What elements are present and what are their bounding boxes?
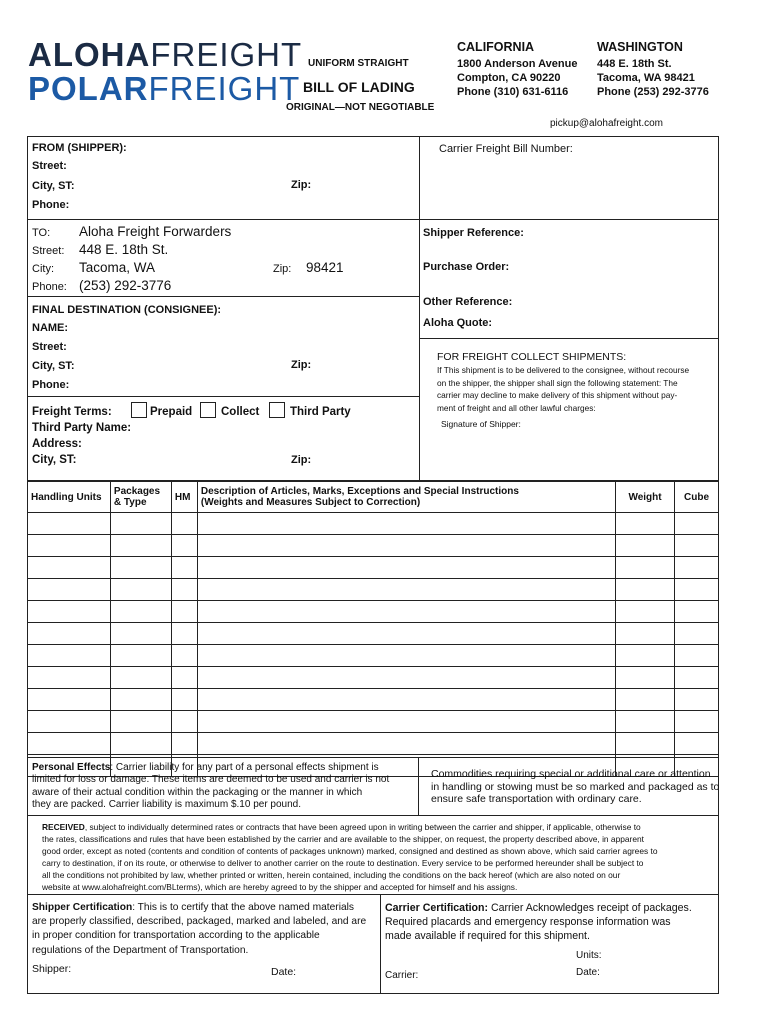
bill-of-lading-title: BILL OF LADING <box>303 79 415 95</box>
handling-units-cell[interactable] <box>28 557 111 579</box>
shipper-city-label[interactable]: City, ST: <box>32 180 75 192</box>
to-phone-label: Phone: <box>32 281 67 293</box>
table-row <box>28 667 719 689</box>
table-row <box>28 601 719 623</box>
packages-type-cell[interactable] <box>110 667 171 689</box>
hm-cell[interactable] <box>171 733 197 755</box>
to-city-value[interactable]: Tacoma, WA <box>79 260 156 275</box>
handling-units-cell[interactable] <box>28 711 111 733</box>
table-row <box>28 535 719 557</box>
cube-cell[interactable] <box>675 535 719 557</box>
freight-collect-text <box>437 364 717 414</box>
shipper-title: FROM (SHIPPER): <box>32 142 127 154</box>
shipper-box <box>27 136 420 220</box>
aloha-freight-logo <box>28 38 302 72</box>
prepaid-label: Prepaid <box>150 406 193 418</box>
cube-cell[interactable] <box>675 711 719 733</box>
third-party-label: Third Party <box>290 406 351 418</box>
freight-collect-line4: ment of freight and all other lawful charges: <box>437 402 596 413</box>
aloha-quote-label[interactable]: Aloha Quote: <box>423 317 493 329</box>
uniform-straight-label: UNIFORM STRAIGHT <box>308 58 409 69</box>
packages-type-cell[interactable] <box>110 513 171 535</box>
description-cell[interactable] <box>197 689 615 711</box>
collect-checkbox[interactable] <box>200 402 216 418</box>
polar-freight-logo <box>28 72 300 106</box>
to-box <box>27 219 420 297</box>
to-city-label: City: <box>32 263 54 275</box>
washington-line1: 448 E. 18th St. <box>597 58 672 70</box>
packages-type-cell[interactable] <box>110 535 171 557</box>
carrier-signature-label[interactable]: Carrier: <box>385 970 419 981</box>
carrier-units-label[interactable]: Units: <box>576 950 602 961</box>
shipper-date-label[interactable]: Date: <box>271 966 297 978</box>
consignee-zip-label[interactable]: Zip: <box>291 359 312 371</box>
shipper-certification-box <box>27 894 381 994</box>
cube-header: Cube <box>675 482 719 513</box>
weight-cell[interactable] <box>616 623 675 645</box>
carrier-freight-bill-label: Carrier Freight Bill Number: <box>439 143 573 155</box>
carrier-certification-text: Carrier Certification: Carrier Acknowledges receipt of packages. Required placards and emergency response information was made available if required for this shipment. <box>385 902 692 943</box>
cube-cell[interactable] <box>675 667 719 689</box>
logo-freight-1: FREIGHT <box>150 36 303 73</box>
california-office <box>457 40 577 99</box>
handling-units-cell[interactable] <box>28 623 111 645</box>
hm-cell[interactable] <box>171 667 197 689</box>
to-company-name[interactable]: Aloha Freight Forwarders <box>79 224 232 239</box>
third-party-name-label[interactable]: Third Party Name: <box>32 422 132 434</box>
third-party-checkbox[interactable] <box>269 402 285 418</box>
handling-units-cell[interactable] <box>28 601 111 623</box>
shipper-zip-label[interactable]: Zip: <box>291 179 312 191</box>
signature-of-shipper-label[interactable]: Signature of Shipper: <box>441 419 521 429</box>
received-label: RECEIVED <box>42 822 85 832</box>
purchase-order-label[interactable]: Purchase Order: <box>423 261 510 273</box>
hm-cell[interactable] <box>171 645 197 667</box>
weight-cell[interactable] <box>616 733 675 755</box>
commodities-text: Commodities requiring special or additional care or attention in handling or stowing must be so marked and packaged as to ensure safe transportation with ordinary care. <box>431 768 720 805</box>
received-text: RECEIVED, subject to individually determined rates or contracts that have been agreed upon in writing between the carrier and shipper, if applicable, otherwise to the rates, classifications and rules that have been established by the carrier and are available to the shipper, on request, the property described above, in apparent good order, except as noted (contents and condition of contents of packages unknown) marked, consigned and destined as shown above, which said carrier agrees to carry to destination, if on its route, or otherwise to deliver to another carrier on the route to destination. Every service to be performed hereunder shall be subject to all the conditions not prohibited by law, whether printed or written, herein contained, including the conditions on the back hereof (which are also noted on our website at www.alohafreight.com/BLterms), which are hereby agreed to by the shipper and accepted for himself and his assigns. <box>42 822 658 892</box>
shipper-certification-text: Shipper Certification: This is to certify that the above named materials are properly classified, described, packaged, marked and labeled, and are in proper condition for transportation according to the applicable regulations of the Department of Transportation. <box>32 902 367 956</box>
cube-cell[interactable] <box>675 733 719 755</box>
weight-cell[interactable] <box>616 513 675 535</box>
cube-cell[interactable] <box>675 645 719 667</box>
to-phone-value[interactable]: (253) 292-3776 <box>79 278 172 293</box>
description-cell[interactable] <box>197 733 615 755</box>
weight-cell[interactable] <box>616 601 675 623</box>
items-table-body <box>28 513 719 777</box>
washington-line2: Tacoma, WA 98421 <box>597 72 695 84</box>
weight-cell[interactable] <box>616 645 675 667</box>
packages-type-cell[interactable] <box>110 689 171 711</box>
description-cell[interactable] <box>197 557 615 579</box>
logo-polar: POLAR <box>28 70 149 107</box>
freight-collect-line2: on the shipper, the shipper shall sign the following statement: The <box>437 377 678 388</box>
to-zip-value[interactable]: 98421 <box>306 260 344 275</box>
packages-type-cell[interactable] <box>110 601 171 623</box>
weight-cell[interactable] <box>616 535 675 557</box>
description-cell[interactable] <box>197 711 615 733</box>
washington-heading: WASHINGTON <box>597 40 683 54</box>
freight-collect-line3: carrier may decline to make delivery of this shipment without pay- <box>437 390 678 400</box>
table-row <box>28 711 719 733</box>
third-party-city-label[interactable]: City, ST: <box>32 454 77 466</box>
cube-cell[interactable] <box>675 557 719 579</box>
packages-type-cell[interactable] <box>110 557 171 579</box>
consignee-street-label[interactable]: Street: <box>32 341 67 353</box>
freight-collect-title: FOR FREIGHT COLLECT SHIPMENTS: <box>437 351 627 363</box>
description-cell[interactable] <box>197 513 615 535</box>
personal-effects-label: Personal Effects <box>32 762 111 773</box>
freight-collect-box <box>419 338 719 481</box>
references-box <box>419 219 719 339</box>
weight-cell[interactable] <box>616 689 675 711</box>
description-header: Description of Articles, Marks, Exceptions and Special Instructions (Weights and Measures Subject to Correction) <box>197 482 615 513</box>
table-row <box>28 513 719 535</box>
third-party-address-label[interactable]: Address: <box>32 438 82 450</box>
hm-cell[interactable] <box>171 623 197 645</box>
table-row <box>28 733 719 755</box>
logo-freight-2: FREIGHT <box>148 70 301 107</box>
third-party-zip-label[interactable]: Zip: <box>291 454 312 466</box>
handling-units-cell[interactable] <box>28 733 111 755</box>
carrier-certification-label: Carrier Certification: <box>385 902 489 914</box>
weight-cell[interactable] <box>616 667 675 689</box>
hm-header: HM <box>171 482 197 513</box>
handling-units-header: Handling Units <box>28 482 111 513</box>
california-line1: 1800 Anderson Avenue <box>457 58 578 70</box>
cube-cell[interactable] <box>675 623 719 645</box>
table-row <box>28 557 719 579</box>
cube-cell[interactable] <box>675 579 719 601</box>
packages-type-cell[interactable] <box>110 733 171 755</box>
packages-type-cell[interactable] <box>110 623 171 645</box>
table-row <box>28 623 719 645</box>
cube-cell[interactable] <box>675 513 719 535</box>
hm-cell[interactable] <box>171 579 197 601</box>
hm-cell[interactable] <box>171 557 197 579</box>
logo-aloha: ALOHA <box>28 36 151 73</box>
washington-office <box>597 40 709 99</box>
items-table-header <box>28 482 719 513</box>
weight-cell[interactable] <box>616 579 675 601</box>
hm-cell[interactable] <box>171 689 197 711</box>
handling-units-cell[interactable] <box>28 645 111 667</box>
freight-collect-line1: If This shipment is to be delivered to the consignee, without recourse <box>437 365 690 375</box>
commodities-box <box>418 757 719 816</box>
consignee-city-label[interactable]: City, ST: <box>32 360 75 372</box>
shipper-reference-label[interactable]: Shipper Reference: <box>423 227 524 239</box>
description-cell[interactable] <box>197 579 615 601</box>
handling-units-cell[interactable] <box>28 535 111 557</box>
consignee-name-label[interactable]: NAME: <box>32 322 69 334</box>
received-box <box>27 815 719 895</box>
description-cell[interactable] <box>197 667 615 689</box>
shipper-certification-label: Shipper Certification <box>32 902 133 913</box>
consignee-box <box>27 296 420 397</box>
washington-line3: Phone (253) 292-3776 <box>597 86 709 98</box>
description-cell[interactable] <box>197 623 615 645</box>
description-cell[interactable] <box>197 645 615 667</box>
hm-cell[interactable] <box>171 513 197 535</box>
weight-cell[interactable] <box>616 557 675 579</box>
shipper-street-label[interactable]: Street: <box>32 160 67 172</box>
handling-units-cell[interactable] <box>28 667 111 689</box>
description-cell[interactable] <box>197 535 615 557</box>
weight-header: Weight <box>616 482 675 513</box>
to-label: TO: <box>32 227 51 239</box>
consignee-title: FINAL DESTINATION (CONSIGNEE): <box>32 304 222 316</box>
pickup-email[interactable]: pickup@alohafreight.com <box>550 118 663 129</box>
hm-cell[interactable] <box>171 535 197 557</box>
packages-type-header: Packages & Type <box>110 482 171 513</box>
hm-cell[interactable] <box>171 601 197 623</box>
carrier-freight-bill-box[interactable] <box>419 136 719 220</box>
table-row <box>28 689 719 711</box>
packages-type-cell[interactable] <box>110 711 171 733</box>
to-street-label: Street: <box>32 245 65 257</box>
packages-type-cell[interactable] <box>110 645 171 667</box>
carrier-certification-box <box>380 894 719 994</box>
table-row <box>28 645 719 667</box>
original-not-negotiable-label: ORIGINAL—NOT NEGOTIABLE <box>286 102 435 113</box>
hm-cell[interactable] <box>171 711 197 733</box>
california-line2: Compton, CA 90220 <box>457 72 561 84</box>
items-table <box>27 481 719 777</box>
carrier-date-label[interactable]: Date: <box>576 967 600 978</box>
packages-type-cell[interactable] <box>110 579 171 601</box>
freight-terms-label: Freight Terms: <box>32 406 112 418</box>
consignee-phone-label[interactable]: Phone: <box>32 379 70 391</box>
cube-cell[interactable] <box>675 601 719 623</box>
to-zip-label: Zip: <box>273 263 292 275</box>
weight-cell[interactable] <box>616 711 675 733</box>
shipper-signature-label[interactable]: Shipper: <box>32 963 72 975</box>
handling-units-cell[interactable] <box>28 689 111 711</box>
shipper-phone-label[interactable]: Phone: <box>32 199 70 211</box>
personal-effects-text: Personal Effects: Carrier liability for any part of a personal effects shipment is limited for loss or damage. These items are deemed to be used and carrier is not aware of their actual condition within the packaging or the manner in which they are packed. Carrier liability is maximum $.10 per pound. <box>32 762 390 811</box>
other-reference-label[interactable]: Other Reference: <box>423 296 513 308</box>
collect-label: Collect <box>221 406 260 418</box>
handling-units-cell[interactable] <box>28 579 111 601</box>
prepaid-checkbox[interactable] <box>131 402 147 418</box>
description-cell[interactable] <box>197 601 615 623</box>
personal-effects-box <box>27 757 419 816</box>
california-heading: CALIFORNIA <box>457 40 535 54</box>
to-street-value[interactable]: 448 E. 18th St. <box>79 242 169 257</box>
california-line3: Phone (310) 631-6116 <box>457 86 569 98</box>
freight-terms-box <box>27 396 420 481</box>
handling-units-cell[interactable] <box>28 513 111 535</box>
cube-cell[interactable] <box>675 689 719 711</box>
table-row <box>28 579 719 601</box>
